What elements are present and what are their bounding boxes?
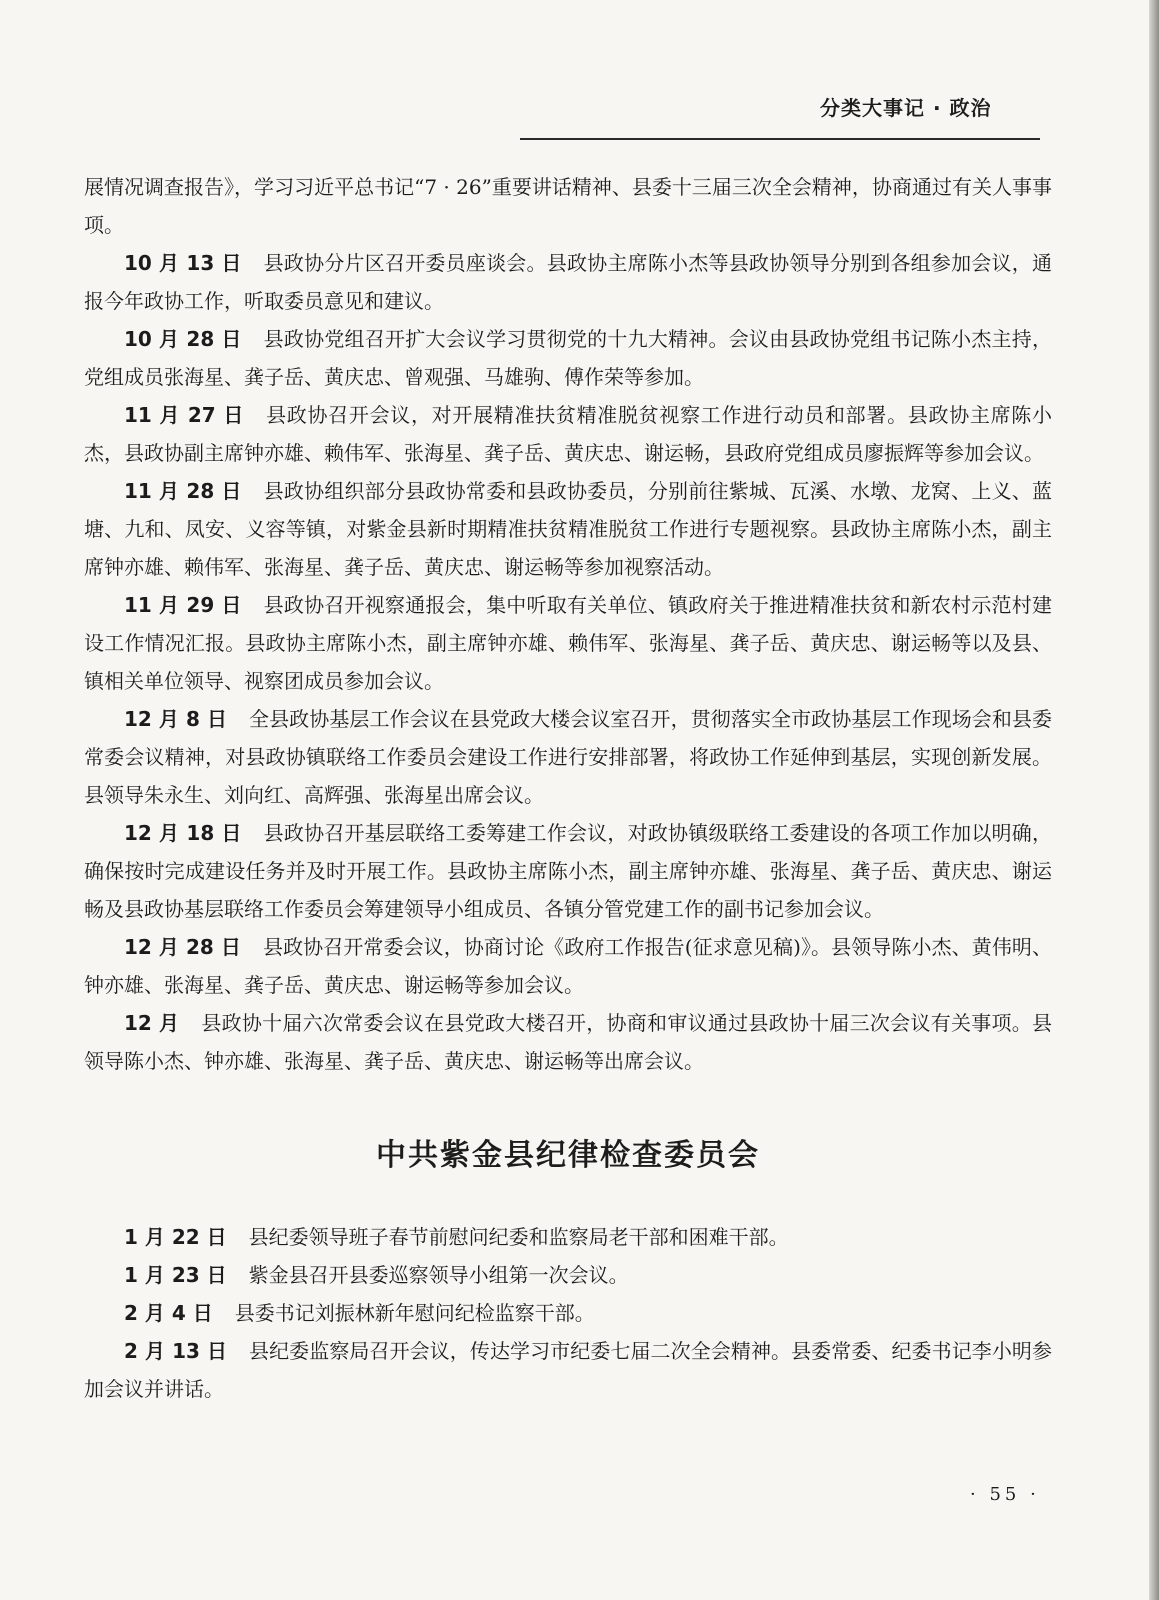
entry-paragraph [84,472,1052,586]
page-number: · 55 · [970,1484,1040,1505]
section-entry-paragraph [84,1256,1052,1294]
entry-date: 1 月 22 日 [124,1225,227,1249]
entry-text: 县政协召开常委会议，协商讨论《政府工作报告(征求意见稿)》。县领导陈小杰、黄伟明、钟亦雄、张海星、龚子岳、黄庆忠、谢运畅等参加会议。 [84,935,1052,997]
entry-date: 2 月 4 日 [124,1301,213,1325]
entry-text: 县政协召开视察通报会，集中听取有关单位、镇政府关于推进精准扶贫和新农村示范村建设工作情况汇报。县政协主席陈小杰，副主席钟亦雄、赖伟军、张海星、龚子岳、黄庆忠、谢运畅等以及县、镇相关单位领导、视察团成员参加会议。 [84,593,1052,693]
entry-list [84,244,1052,1080]
entry-date: 10 月 28 日 [124,327,242,351]
entry-paragraph [84,586,1052,700]
entry-date: 1 月 23 日 [124,1263,227,1287]
entry-text: 紫金县召开县委巡察领导小组第一次会议。 [248,1263,629,1287]
scan-edge [1149,0,1159,1600]
entry-text: 县政协召开基层联络工委筹建工作会议，对政协镇级联络工委建设的各项工作加以明确，确保按时完成建设任务并及时开展工作。县政协主席陈小杰，副主席钟亦雄、张海星、龚子岳、黄庆忠、谢运畅及县政协基层联络工作委员会筹建领导小组成员、各镇分管党建工作的副书记参加会议。 [84,821,1052,921]
entry-date: 11 月 27 日 [124,403,245,427]
section-entry-list [84,1218,1052,1408]
entry-text: 县委书记刘振林新年慰问纪检监察干部。 [234,1301,595,1325]
entry-paragraph [84,320,1052,396]
entry-date: 10 月 13 日 [124,251,242,275]
entry-date: 12 月 28 日 [124,935,241,959]
entry-paragraph [84,396,1052,472]
intro-paragraph: 展情况调查报告》，学习习近平总书记“7 · 26”重要讲话精神、县委十三届三次全会精神，协商通过有关人事事项。 [84,175,1052,237]
entry-date: 11 月 29 日 [124,593,242,617]
entry-text: 县政协党组召开扩大会议学习贯彻党的十九大精神。会议由县政协党组书记陈小杰主持，党组成员张海星、龚子岳、黄庆忠、曾观强、马雄驹、傅作荣等参加。 [84,327,1052,389]
entry-paragraph [84,814,1052,928]
entry-paragraph [84,244,1052,320]
entry-text: 县政协组织部分县政协常委和县政协委员，分别前往紫城、瓦溪、水墩、龙窝、上义、蓝塘、九和、凤安、义容等镇，对紫金县新时期精准扶贫精准脱贫工作进行专题视察。县政协主席陈小杰，副主席钟亦雄、赖伟军、张海星、龚子岳、黄庆忠、谢运畅等参加视察活动。 [84,479,1052,579]
entry-date: 12 月 18 日 [124,821,242,845]
running-header: 分类大事记 · 政治 [820,96,992,120]
entry-text: 县政协召开会议，对开展精准扶贫精准脱贫视察工作进行动员和部署。县政协主席陈小杰，县政协副主席钟亦雄、赖伟军、张海星、龚子岳、黄庆忠、谢运畅，县政府党组成员廖振辉等参加会议。 [84,403,1052,465]
section-entry-paragraph [84,1294,1052,1332]
entry-text: 县纪委领导班子春节前慰问纪委和监察局老干部和困难干部。 [248,1225,789,1249]
entry-date: 11 月 28 日 [124,479,242,503]
section-entry-paragraph [84,1332,1052,1408]
page-body [84,168,1052,1408]
entry-date: 12 月 8 日 [124,707,228,731]
entry-paragraph [84,928,1052,1004]
header-rule [520,138,1040,140]
entry-date: 2 月 13 日 [124,1339,228,1363]
entry-text: 县政协分片区召开委员座谈会。县政协主席陈小杰等县政协领导分别到各组参加会议，通报今年政协工作，听取委员意见和建议。 [84,251,1052,313]
section-heading: 中共紫金县纪律检查委员会 [376,1138,760,1173]
entry-date: 12 月 [124,1011,180,1035]
entry-paragraph [84,1004,1052,1080]
entry-text: 县政协十届六次常委会议在县党政大楼召开，协商和审议通过县政协十届三次会议有关事项。县领导陈小杰、钟亦雄、张海星、龚子岳、黄庆忠、谢运畅等出席会议。 [84,1011,1053,1073]
entry-paragraph [84,700,1052,814]
entry-text: 全县政协基层工作会议在县党政大楼会议室召开，贯彻落实全市政协基层工作现场会和县委常委会议精神，对县政协镇联络工作委员会建设工作进行安排部署，将政协工作延伸到基层，实现创新发展。县领导朱永生、刘向红、高辉强、张海星出席会议。 [84,707,1053,807]
entry-text: 县纪委监察局召开会议，传达学习市纪委七届二次全会精神。县委常委、纪委书记李小明参加会议并讲话。 [84,1339,1053,1401]
section-entry-paragraph [84,1218,1052,1256]
